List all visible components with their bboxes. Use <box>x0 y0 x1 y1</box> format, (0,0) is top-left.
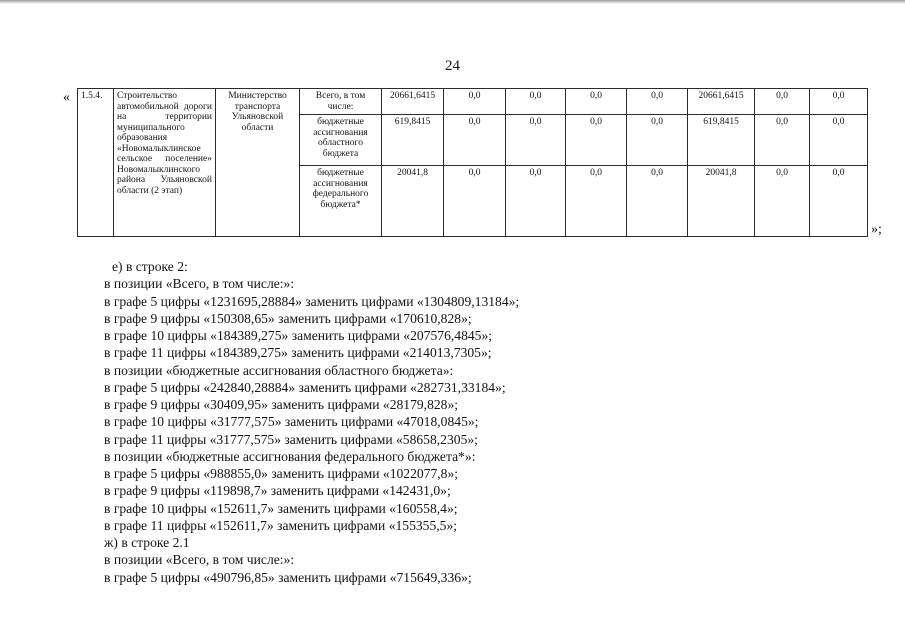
value-cell: 0,0 <box>444 166 506 237</box>
row-number-cell: 1.5.4. <box>78 89 114 237</box>
text-line: в графе 5 цифры «1231695,28884» заменить цифрами «1304809,13184»; <box>104 293 520 309</box>
text-line: в графе 5 цифры «242840,28884» заменить цифрами «282731,33184»; <box>104 379 506 395</box>
value-cell: 0,0 <box>506 89 566 115</box>
text-line: в графе 5 цифры «490796,85» заменить цифрами «715649,336»; <box>104 569 472 585</box>
value-cell: 20661,6415 <box>688 89 755 115</box>
value-cell: 619,8415 <box>382 115 444 166</box>
value-cell: 0,0 <box>627 115 688 166</box>
value-cell: 0,0 <box>566 89 627 115</box>
source-cell: Всего, в том числе: <box>300 89 382 115</box>
value-cell: 0,0 <box>506 166 566 237</box>
value-cell: 0,0 <box>566 166 627 237</box>
section-heading: ж) в строке 2.1 <box>104 535 190 550</box>
text-line: в графе 10 цифры «184389,275» заменить цифрами «207576,4845»; <box>104 328 493 343</box>
text-line: в позиции «Всего, в том числе:»: <box>104 276 295 292</box>
value-cell: 0,0 <box>506 115 566 166</box>
text-line: в графе 10 цифры «31777,575» заменить цифрами «47018,0845»; <box>104 414 479 430</box>
value-cell: 0,0 <box>444 115 506 166</box>
budget-table <box>77 88 868 237</box>
value-cell: 0,0 <box>810 89 868 115</box>
value-cell: 0,0 <box>810 115 868 166</box>
text-line: в позиции «Всего, в том числе:»: <box>104 552 295 568</box>
text-line: в графе 11 цифры «31777,575» заменить цифрами «58658,2305»; <box>104 431 478 447</box>
text-line: в графе 9 цифры «119898,7» заменить цифрами «142431,0»; <box>104 483 451 499</box>
text-line: в графе 11 цифры «184389,275» заменить цифрами «214013,7305»; <box>104 345 492 361</box>
section-heading: е) в строке 2: <box>112 259 188 274</box>
value-cell: 20661,6415 <box>382 89 444 115</box>
text-line: в графе 9 цифры «30409,95» заменить цифрами «28179,828»; <box>104 397 459 412</box>
value-cell: 0,0 <box>627 166 688 237</box>
text-line: в позиции «бюджетные ассигнования федерального бюджета*»: <box>104 448 476 464</box>
value-cell: 0,0 <box>444 89 506 115</box>
value-cell: 0,0 <box>627 89 688 115</box>
opening-quote: « <box>63 90 70 105</box>
source-cell: бюджетные ассигнования федерального бюджета* <box>300 166 382 237</box>
value-cell: 0,0 <box>566 115 627 166</box>
value-cell: 0,0 <box>755 166 810 237</box>
table-row <box>78 89 868 115</box>
value-cell: 0,0 <box>755 115 810 166</box>
text-line: в графе 9 цифры «150308,65» заменить цифрами «170610,828»; <box>104 310 472 326</box>
project-name-cell: Строительство автомобильной дороги на территории муниципального образования «Новомалыклинское сельское поселение» Новомалыклинского района Ульяновской области (2 этап) <box>114 89 216 237</box>
closing-quote: »; <box>871 222 882 237</box>
text-line: в графе 11 цифры «152611,7» заменить цифрами «155355,5»; <box>104 517 458 533</box>
text-line: в графе 10 цифры «152611,7» заменить цифрами «160558,4»; <box>104 500 458 516</box>
source-cell: бюджетные ассигнования областного бюджета <box>300 115 382 166</box>
value-cell: 0,0 <box>810 166 868 237</box>
text-line: в графе 5 цифры «988855,0» заменить цифрами «1022077,8»; <box>104 466 459 481</box>
value-cell: 619,8415 <box>688 115 755 166</box>
executor-cell: Министерство транспорта Ульяновской области <box>216 89 300 237</box>
value-cell: 20041,8 <box>382 166 444 237</box>
value-cell: 20041,8 <box>688 166 755 237</box>
amendment-text <box>104 258 884 586</box>
page-number: 24 <box>445 58 460 74</box>
text-line: в позиции «бюджетные ассигнования областного бюджета»: <box>104 362 454 378</box>
scan-top-edge <box>0 0 905 4</box>
value-cell: 0,0 <box>755 89 810 115</box>
